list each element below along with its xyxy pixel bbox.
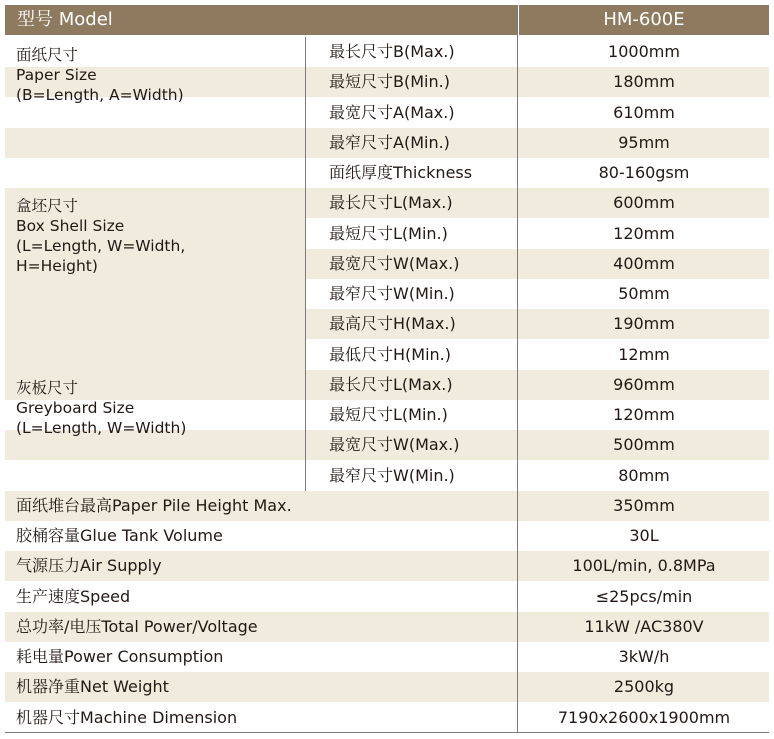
spec-label: 生产速度Speed <box>16 587 131 606</box>
spec-label: 耗电量Power Consumption <box>16 647 224 666</box>
spec-value: 95mm <box>618 133 670 152</box>
spec-sublabel: 最宽尺寸A(Max.) <box>329 103 455 122</box>
group-label-line: Paper Size <box>16 66 97 84</box>
group-label-line: H=Height) <box>16 257 98 275</box>
group-label <box>5 37 305 188</box>
group-label-line: Box Shell Size <box>16 217 125 235</box>
divider <box>517 5 518 733</box>
model-label: 型号 Model <box>5 5 517 35</box>
spec-value: 3kW/h <box>618 647 670 666</box>
spec-sublabel: 最窄尺寸W(Min.) <box>329 284 455 303</box>
divider <box>5 732 769 733</box>
group-label <box>5 370 305 491</box>
group-label <box>5 188 305 370</box>
spec-sublabel: 最短尺寸L(Min.) <box>329 405 448 424</box>
spec-value: 600mm <box>613 193 675 212</box>
spec-value: 190mm <box>613 314 675 333</box>
group-label-line: Greyboard Size <box>16 399 135 417</box>
spec-label: 机器尺寸Machine Dimension <box>16 708 238 727</box>
spec-value: 500mm <box>613 435 675 454</box>
spec-value: 120mm <box>613 224 675 243</box>
spec-sublabel: 最宽尺寸W(Max.) <box>329 435 460 454</box>
spec-value: 12mm <box>618 345 670 364</box>
spec-sublabel: 最低尺寸H(Min.) <box>329 345 451 364</box>
spec-sublabel: 最短尺寸B(Min.) <box>329 72 450 91</box>
spec-value: 100L/min, 0.8MPa <box>572 556 716 575</box>
spec-value: 80-160gsm <box>598 163 690 182</box>
spec-label: 气源压力Air Supply <box>16 556 162 575</box>
spec-label: 面纸堆台最高Paper Pile Height Max. <box>16 496 292 515</box>
spec-value: 2500kg <box>613 677 675 696</box>
spec-label: 总功率/电压Total Power/Voltage <box>16 617 258 636</box>
spec-value: 960mm <box>613 375 675 394</box>
spec-value: 120mm <box>613 405 675 424</box>
group-label-line: 盒坯尺寸 <box>16 197 79 215</box>
group-label-line: 面纸尺寸 <box>16 46 79 64</box>
spec-label: 胶桶容量Glue Tank Volume <box>16 526 223 545</box>
spec-sublabel: 最短尺寸L(Min.) <box>329 224 448 243</box>
spec-sublabel: 面纸厚度Thickness <box>329 163 473 182</box>
spec-value: 180mm <box>613 72 675 91</box>
spec-label: 机器净重Net Weight <box>16 677 169 696</box>
group-label-line: (L=Length, W=Width, <box>16 237 186 255</box>
group-label-line: 灰板尺寸 <box>16 379 79 397</box>
group-label-line: (L=Length, W=Width) <box>16 419 187 437</box>
spec-sublabel: 最窄尺寸A(Min.) <box>329 133 450 152</box>
spec-value: 350mm <box>613 496 675 515</box>
group-label-line: (B=Length, A=Width) <box>16 86 184 104</box>
divider <box>305 37 306 491</box>
spec-value: 400mm <box>613 254 675 273</box>
spec-value: 610mm <box>613 103 675 122</box>
spec-value: 80mm <box>618 466 670 485</box>
spec-sublabel: 最高尺寸H(Max.) <box>329 314 456 333</box>
spec-sublabel: 最长尺寸L(Max.) <box>329 375 453 394</box>
spec-sublabel: 最长尺寸B(Max.) <box>329 42 455 61</box>
spec-value: 1000mm <box>608 42 680 61</box>
spec-sublabel: 最窄尺寸W(Min.) <box>329 466 455 485</box>
model-value: HM-600E <box>519 5 769 35</box>
spec-value: ≤25pcs/min <box>595 587 693 606</box>
spec-sublabel: 最长尺寸L(Max.) <box>329 193 453 212</box>
spec-value: 30L <box>629 526 659 545</box>
spec-value: 11kW /AC380V <box>584 617 704 636</box>
spec-value: 50mm <box>618 284 670 303</box>
spec-sublabel: 最宽尺寸W(Max.) <box>329 254 460 273</box>
spec-value: 7190x2600x1900mm <box>557 708 731 727</box>
